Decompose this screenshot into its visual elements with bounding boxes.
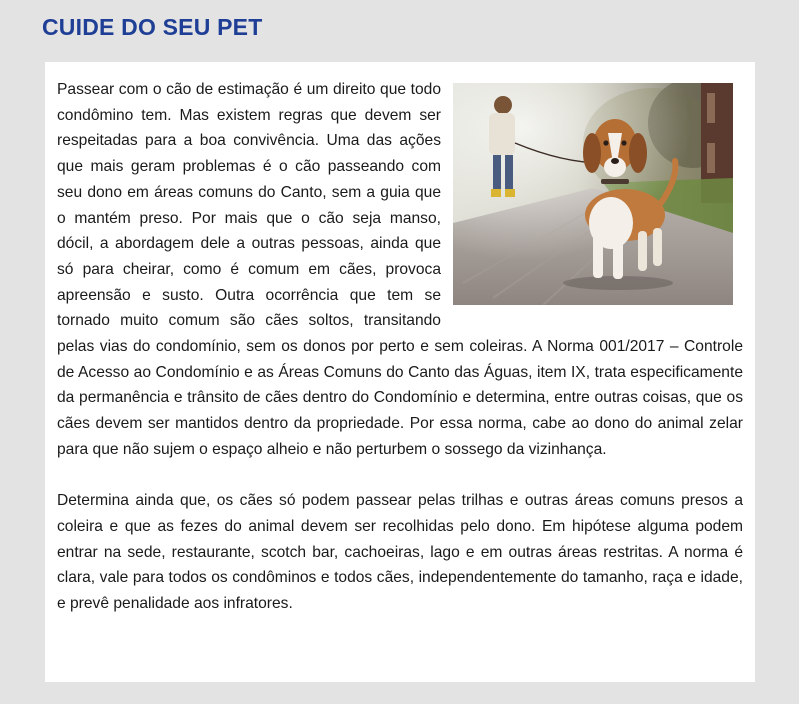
article-card	[45, 62, 755, 682]
article-body	[57, 77, 743, 617]
dog-walking-photo	[453, 83, 733, 305]
article-paragraph-2: Determina ainda que, os cães só podem passear pelas trilhas e outras áreas comuns presos a coleira e que as fezes do animal devem ser recolhidas pelo dono. Em hipótese alguma podem entrar na sede, restaurante, scotch bar, cachoeiras, lago e em outras áreas restritas. A norma é clara, vale para todos os condôminos e todos cães, independentemente do tamanho, raça e idade, e prevê penalidade aos infratores.	[57, 492, 743, 613]
article-paragraph-1: Passear com o cão de estimação é um direito que todo condômino tem. Mas existem regras que devem ser respeitadas para a boa convivência. Uma das ações que mais geram problemas é o cão passeando com seu dono em áreas comuns do Canto, sem a guia que o mantém preso. Por mais que o cão seja manso, dócil, a abordagem dele a outras pessoas, ainda que só para cheirar, como é comum em cães, provoca apreensão e susto. Outra ocorrência que tem se tornado muito comum são cães soltos, transitando pelas vias do condomínio, sem os donos por perto e sem coleiras. A Norma 001/2017 – Controle de Acesso ao Condomínio e as Áreas Comuns do Canto das Águas, item IX, trata especificamente da permanência e trânsito de cães dentro do Condomínio e determina, entre outras coisas, que os cães devem ser mantidos dentro da propriedade. Por essa norma, cabe ao dono do animal zelar para que não sujem o espaço alheio e não perturbem o sossego da vizinhança.	[57, 81, 743, 458]
page-title: CUIDE DO SEU PET	[42, 14, 263, 40]
